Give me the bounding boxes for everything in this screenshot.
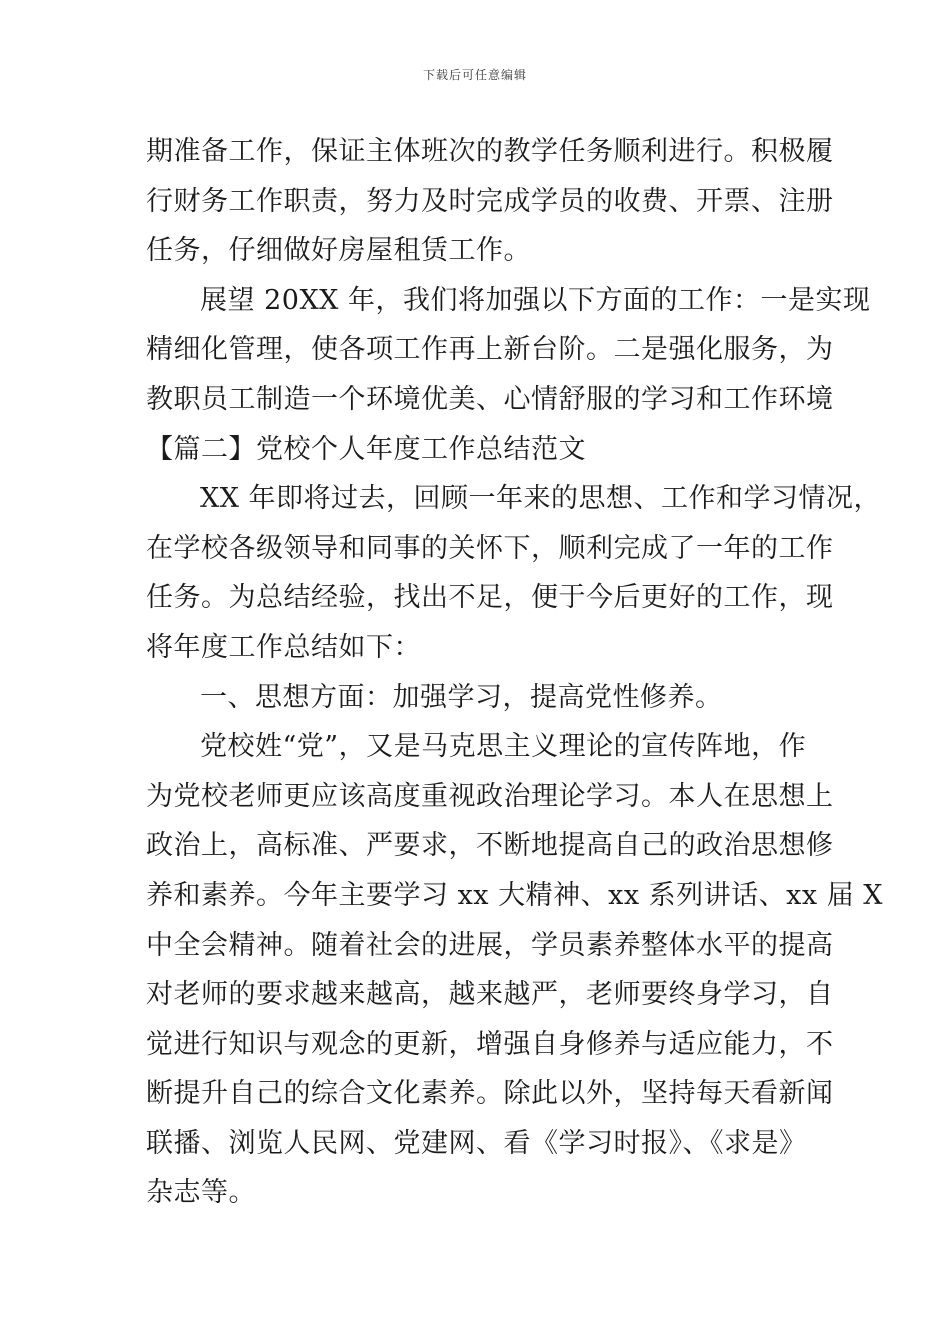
text-line: 教职员工制造一个环境优美、心情舒服的学习和工作环境 <box>146 383 834 415</box>
text-line: 展望 20XX 年，我们将加强以下方面的工作：一是实现 <box>200 284 871 316</box>
text-line: 精细化管理，使各项工作再上新台阶。二是强化服务，为 <box>146 334 834 366</box>
text-line: 任务。为总结经验，找出不足，便于今后更好的工作，现 <box>146 582 834 614</box>
text-line: 期准备工作，保证主体班次的教学任务顺利进行。积极履 <box>146 136 834 167</box>
text-line: 任务，仔细做好房屋租赁工作。 <box>146 235 531 267</box>
text-line: 觉进行知识与观念的更新，增强自身修养与适应能力，不 <box>146 1028 834 1060</box>
text-line: 在学校各级领导和同事的关怀下，顺利完成了一年的工作 <box>146 532 834 564</box>
page-header: 下载后可任意编辑 <box>422 68 527 82</box>
text-line: 养和素养。今年主要学习 xx 大精神、xx 系列讲话、xx 届 X <box>146 879 883 911</box>
text-line: XX 年即将过去，回顾一年来的思想、工作和学习情况， <box>200 483 882 515</box>
text-line: 中全会精神。随着社会的进展，学员素养整体水平的提高 <box>146 929 834 961</box>
text-line: 断提升自己的综合文化素养。除此以外，坚持每天看新闻 <box>146 1078 834 1110</box>
document-body <box>146 127 883 1218</box>
section-heading: 【篇二】党校个人年度工作总结范文 <box>146 433 586 465</box>
text-line: 对老师的要求越来越高，越来越严，老师要终身学习，自 <box>146 979 834 1011</box>
text-line: 为党校老师更应该高度重视政治理论学习。本人在思想上 <box>146 780 834 812</box>
text-line: 联播、浏览人民网、党建网、看《学习时报》、《求是》 <box>146 1127 807 1159</box>
text-line: 杂志等。 <box>146 1177 256 1209</box>
text-line: 政治上，高标准、严要求，不断地提高自己的政治思想修 <box>146 830 834 862</box>
text-line: 将年度工作总结如下： <box>146 631 421 663</box>
subsection-heading: 一、思想方面：加强学习，提高党性修养。 <box>200 681 723 713</box>
text-line: 党校姓“党”，又是马克思主义理论的宣传阵地，作 <box>200 731 807 763</box>
text-line: 行财务工作职责，努力及时完成学员的收费、开票、注册 <box>146 185 834 217</box>
